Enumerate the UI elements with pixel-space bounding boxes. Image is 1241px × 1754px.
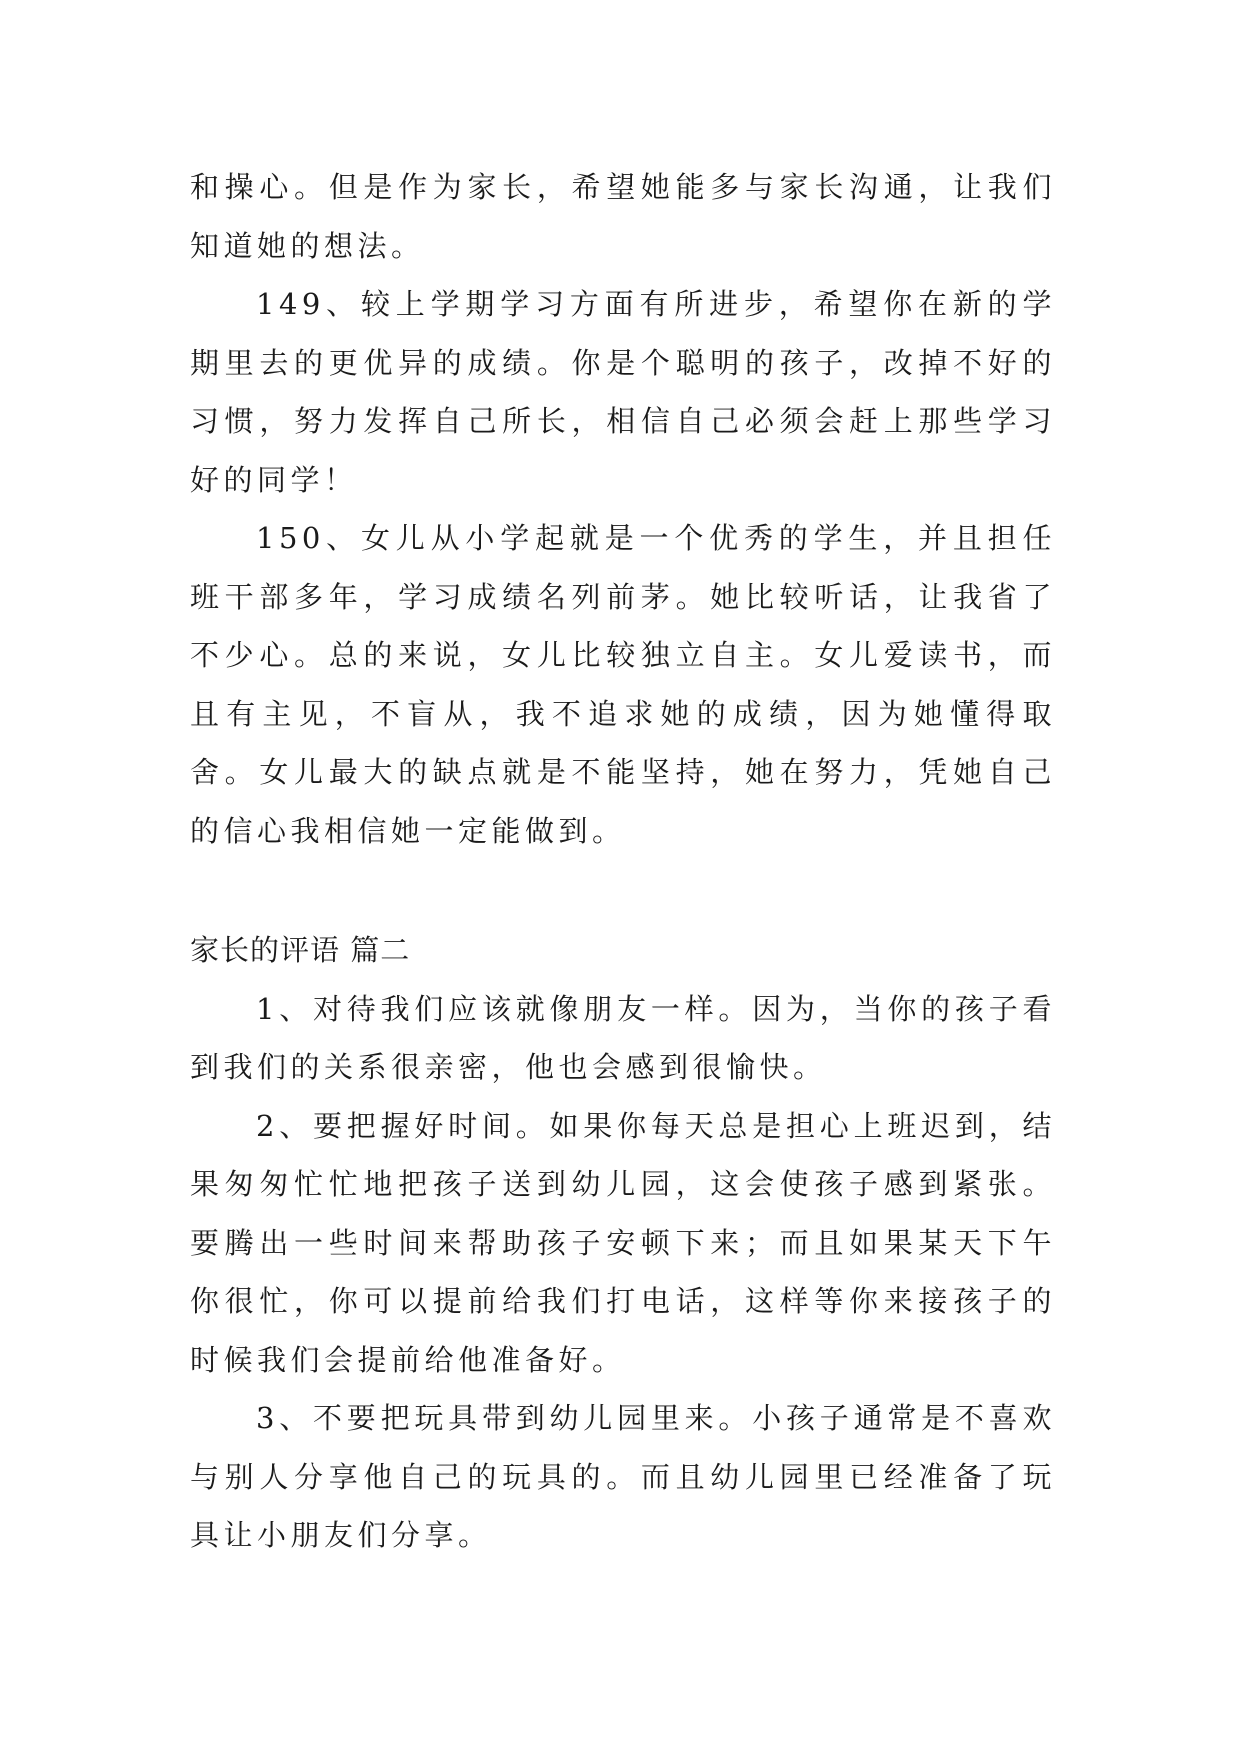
- text-block-upper: [190, 158, 1056, 860]
- section-paragraph-3: 3、不要把玩具带到幼儿园里来。小孩子通常是不喜欢与别人分享他自己的玩具的。而且幼儿园里已经准备了玩具让小朋友们分享。: [190, 1401, 1056, 1552]
- section-paragraph-1: 1、对待我们应该就像朋友一样。因为，当你的孩子看到我们的关系很亲密，他也会感到很愉快。: [190, 991, 1056, 1084]
- section-paragraph-2: 2、要把握好时间。如果你每天总是担心上班迟到，结果匆匆忙忙地把孩子送到幼儿园，这会使孩子感到紧张。要腾出一些时间来帮助孩子安顿下来；而且如果某天下午你很忙，你可以提前给我们打电话，这样等你来接孩子的时候我们会提前给他准备好。: [190, 1108, 1056, 1377]
- paragraph-150: 150、女儿从小学起就是一个优秀的学生，并且担任班干部多年，学习成绩名列前茅。她比较听话，让我省了不少心。总的来说，女儿比较独立自主。女儿爱读书，而且有主见，不盲从，我不追求她的成绩，因为她懂得取舍。女儿最大的缺点就是不能坚持，她在努力，凭她自己的信心我相信她一定能做到。: [190, 521, 1056, 848]
- continuation-paragraph: 和操心。但是作为家长，希望她能多与家长沟通，让我们知道她的想法。: [190, 170, 1056, 263]
- paragraph-149: 149、较上学期学习方面有所进步，希望你在新的学期里去的更优异的成绩。你是个聪明的孩子，改掉不好的习惯，努力发挥自己所长，相信自己必须会赶上那些学习好的同学！: [190, 287, 1056, 497]
- text-block-section-two: [190, 921, 1056, 1565]
- section-heading: 家长的评语 篇二: [190, 933, 411, 967]
